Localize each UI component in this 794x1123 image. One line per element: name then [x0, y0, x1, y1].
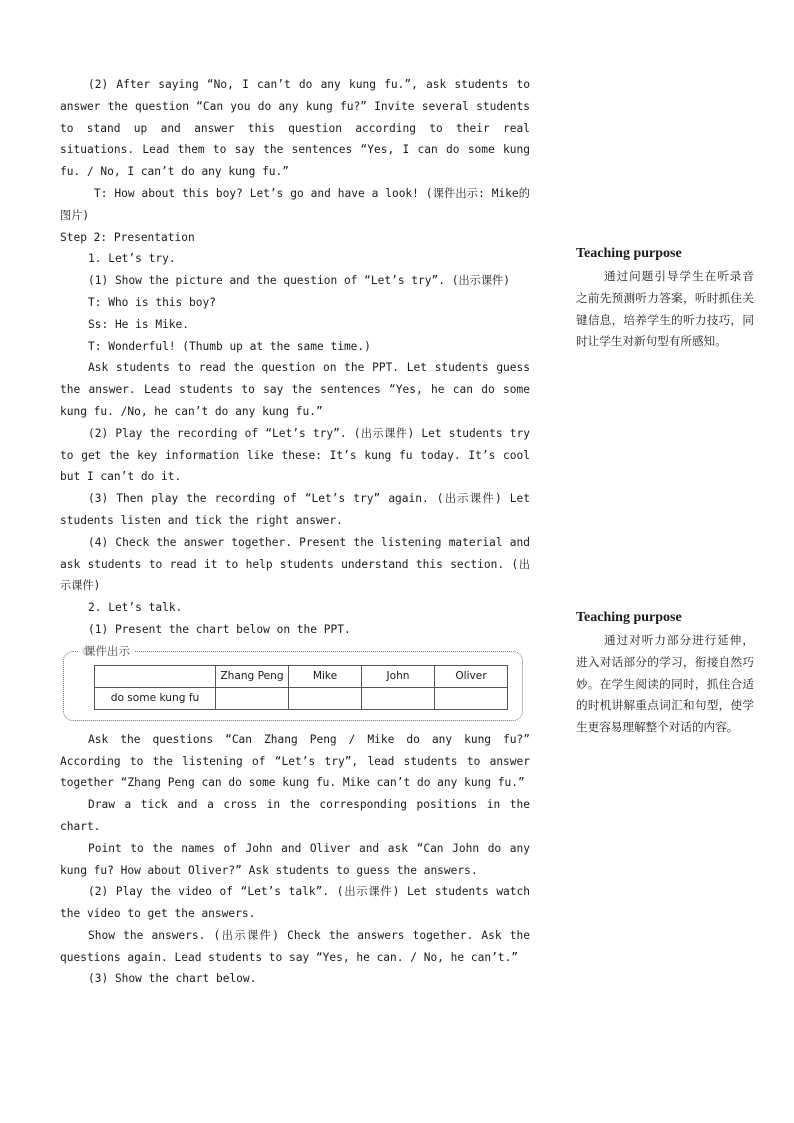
chart-header-cell: Mike [289, 665, 362, 687]
note-title: Teaching purpose [576, 610, 682, 625]
chart-header-cell [95, 665, 216, 687]
paragraph: (1) Present the chart below on the PPT. [88, 622, 351, 636]
dialogue-line: T: How about this boy? Let’s go and have a look! (课件出示: Mike的图片) [60, 186, 530, 222]
paragraph: (2) Play the video of “Let’s talk”. (出示课件) Let students watch the video to get the answers. [60, 885, 530, 921]
courseware-box [63, 643, 523, 721]
courseware-tag-label: 课件出示 [84, 643, 130, 658]
note-text: 通过问题引导学生在听录音之前先预测听力答案，听时抓住关键信息，培养学生的听力技巧，同时让学生对新句型有所感知。 [576, 269, 754, 349]
chart-header-cell: Zhang Peng [216, 665, 289, 687]
teaching-purpose-note-1 [576, 246, 754, 353]
paragraph: (3) Then play the recording of “Let’s try” again. (出示课件) Let students listen and tick the right answer. [60, 492, 530, 527]
paragraph: Ask students to read the question on the PPT. Let students guess the answer. Lead students to say the sentences “Yes, he can do some kung fu. /No, he can’t do any kung fu.” [60, 361, 530, 418]
note-title: Teaching purpose [576, 246, 682, 261]
chart-header-cell: John [362, 665, 435, 687]
dialogue-line: Ss: He is Mike. [88, 317, 190, 331]
kung-fu-chart [94, 665, 508, 710]
chart-row-label: do some kung fu [95, 687, 216, 709]
paragraph: Point to the names of John and Oliver and ask “Can John do any kung fu? How about Oliver?” Ask students to guess the answers. [60, 841, 530, 877]
step-heading: Step 2: Presentation [60, 230, 195, 244]
paragraph: Show the answers. (出示课件) Check the answers together. Ask the questions again. Lead students to say “Yes, he can. / No, he can’t.” [60, 928, 530, 964]
section-heading: 1. Let’s try. [88, 252, 176, 266]
paragraph: (4) Check the answer together. Present the listening material and ask students to read it to help students understand this section. (出示课件) [60, 535, 530, 593]
dialogue-line: T: Wonderful! (Thumb up at the same time.) [88, 339, 371, 353]
paragraph: Ask the questions “Can Zhang Peng / Mike do any kung fu?” According to the listening of “Let’s try”, lead students to answer together “Zhang Peng can do some kung fu. Mike can’t do any kung fu.” [60, 732, 530, 790]
chart-cell [362, 687, 435, 709]
chart-row [95, 687, 508, 709]
paragraph: (1) Show the picture and the question of “Let’s try”. (出示课件) [88, 274, 510, 288]
paragraph: (2) After saying “No, I can’t do any kung fu.”, ask students to answer the question “Can you do any kung fu?” Invite several students to stand up and answer this question according to their real situations. Lead them to say the sentences “Yes, I can do some kung fu. / No, I can’t do any kung fu.” [60, 78, 530, 179]
courseware-tag [78, 643, 134, 659]
dialogue-line: T: Who is this boy? [88, 295, 216, 309]
teaching-purpose-note-2 [576, 610, 754, 739]
paragraph: (2) Play the recording of “Let’s try”. (出示课件) Let students try to get the key information like these: It’s kung fu today. It’s cool but I can’t do it. [60, 426, 530, 484]
main-content [60, 74, 530, 990]
paragraph: Draw a tick and a cross in the corresponding positions in the chart. [60, 798, 530, 833]
chart-cell [216, 687, 289, 709]
note-text: 通过对听力部分进行延伸，进入对话部分的学习，衔接自然巧妙。在学生阅读的同时，抓住合适的时机讲解重点词汇和句型，使学生更容易理解整个对话的内容。 [576, 633, 754, 735]
chart-cell [435, 687, 508, 709]
paragraph: (3) Show the chart below. [88, 972, 257, 986]
chart-header-cell: Oliver [435, 665, 508, 687]
chart-header-row [95, 665, 508, 687]
chart-cell [289, 687, 362, 709]
section-heading: 2. Let’s talk. [88, 601, 183, 615]
